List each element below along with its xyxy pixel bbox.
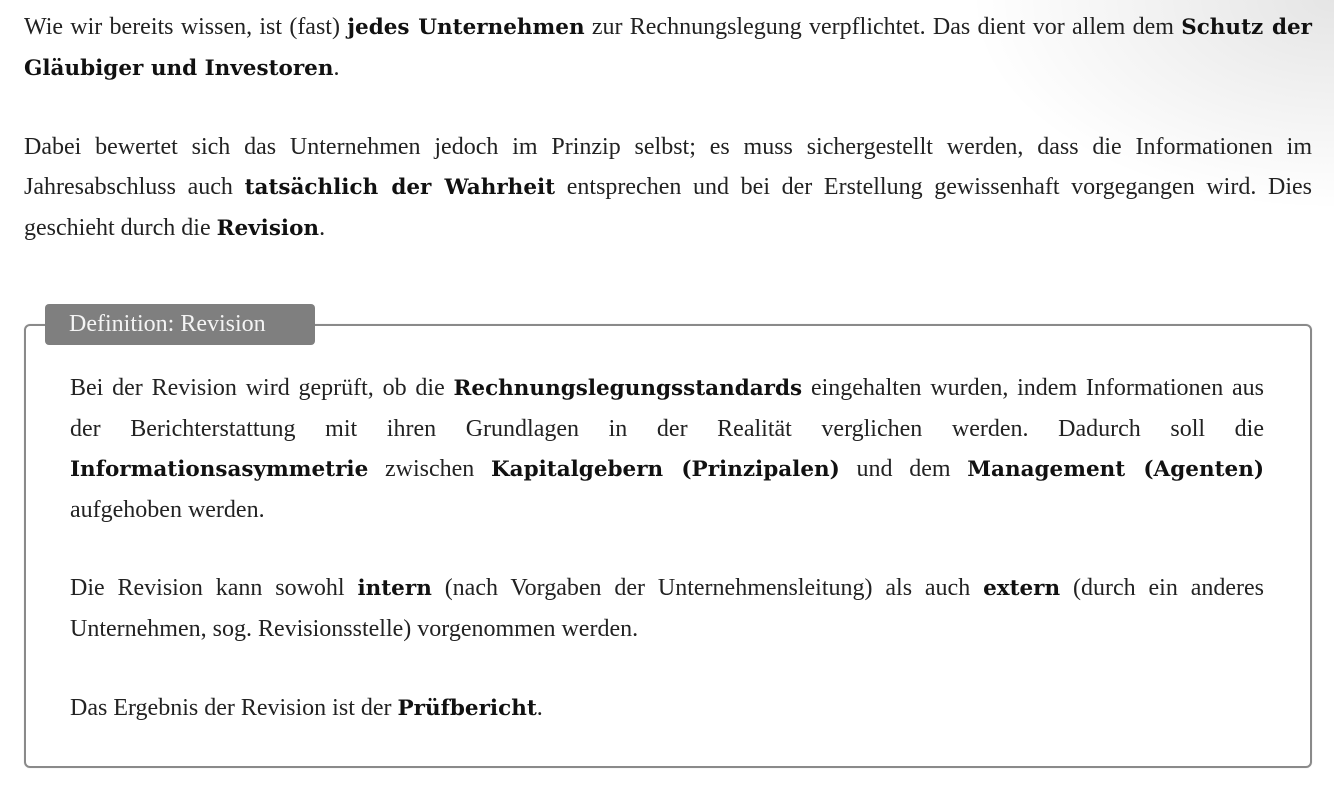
definition-paragraph-3: [70, 688, 1264, 729]
bold-term: intern: [357, 576, 432, 601]
text-run: Das Ergebnis der Revision ist der: [70, 695, 398, 721]
bold-term: Informationsasymmetrie: [70, 457, 369, 482]
bold-term: extern: [983, 576, 1061, 601]
bold-term: Kapitalgebern (Prinzipalen): [490, 457, 840, 482]
text-run: .: [319, 215, 326, 241]
bold-term: Rechnungslegungsstandards: [453, 376, 803, 401]
text-run: und dem: [839, 456, 968, 482]
text-run: Dabei bewertet sich das Unternehmen jedoch im Prinzip selbst; es muss sichergestellt werden, dass die Informationen im Jahresabschluss auch: [24, 134, 1312, 200]
bold-term: Management (Agenten): [967, 457, 1264, 482]
bold-term: Revision: [216, 216, 320, 241]
text-run: zwischen: [368, 456, 491, 482]
intro-paragraph-1: [24, 7, 1312, 89]
text-run: aufgehoben werden.: [70, 497, 265, 523]
text-run: eingehalten wurden, indem Informationen aus der Berichterstattung mit ihren Grundlagen in der Realität verglichen werden. Dadurch soll die: [70, 375, 1264, 442]
text-run: Die Revision kann sowohl: [70, 575, 358, 601]
bold-term: Prüfbericht: [397, 696, 537, 721]
text-run: (durch ein anderes Unternehmen, sog. Revisionsstelle) vorgenommen werden.: [70, 575, 1265, 642]
definition-paragraph-1: [70, 368, 1264, 530]
text-run: .: [536, 695, 543, 721]
text-run: entsprechen und bei der Erstellung gewissenhaft vorgegangen wird. Dies geschieht durch die: [24, 174, 1312, 241]
bold-term: Schutz der Gläubiger und Investoren: [24, 15, 1313, 81]
text-run: .: [333, 55, 340, 81]
bold-term: tatsächlich der Wahrheit: [244, 175, 556, 200]
bold-term: jedes Unternehmen: [347, 15, 585, 40]
text-run: Wie wir bereits wissen, ist (fast): [24, 14, 348, 40]
definition-label: Definition: Revision: [45, 304, 315, 345]
intro-paragraph-2: [24, 127, 1312, 249]
text-run: (nach Vorgaben der Unternehmensleitung) als auch: [431, 575, 984, 601]
definition-paragraph-2: [70, 568, 1264, 649]
text-run: zur Rechnungslegung verpflichtet. Das dient vor allem dem: [584, 14, 1182, 40]
text-run: Bei der Revision wird geprüft, ob die: [70, 375, 454, 401]
